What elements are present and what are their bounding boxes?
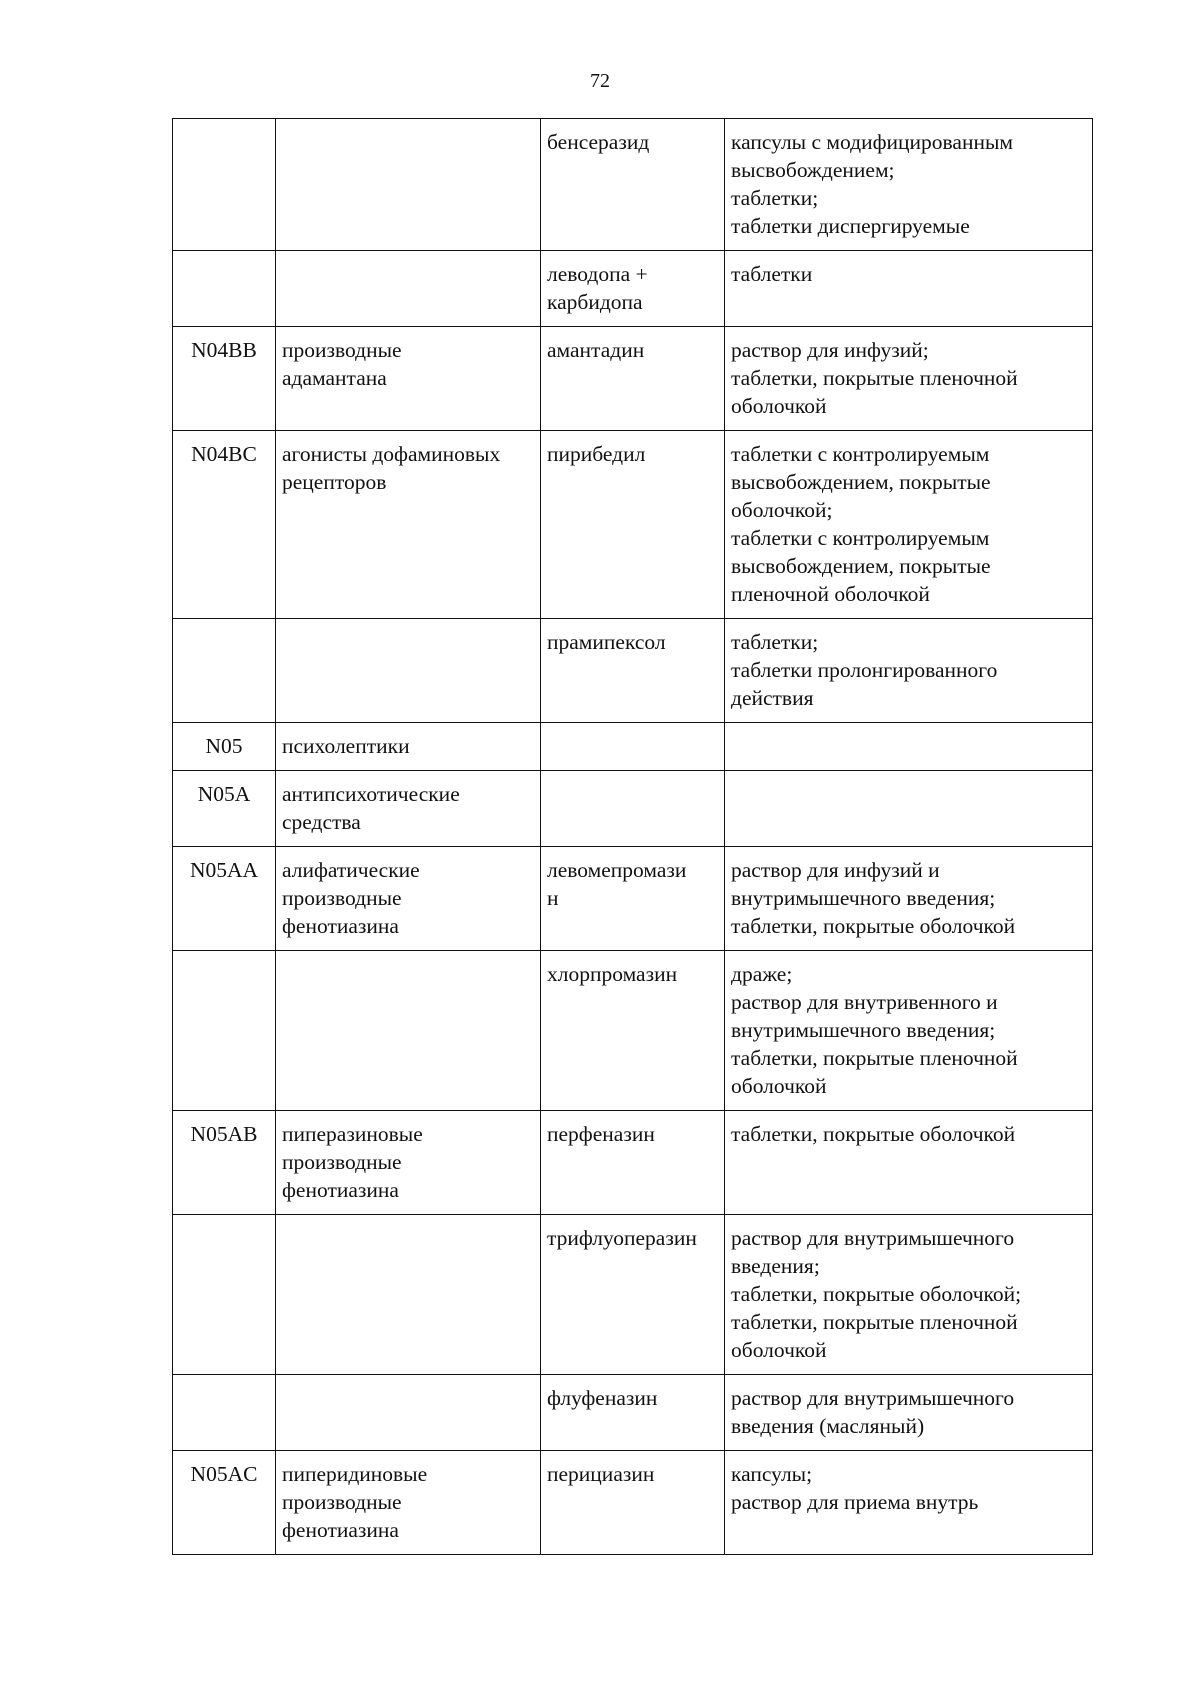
substance-name-cell: трифлуоперазин	[541, 1215, 725, 1375]
substance-name-cell: левомепромази н	[541, 847, 725, 951]
atc-code-cell	[173, 951, 276, 1111]
table-row	[173, 723, 1093, 771]
page-number: 72	[590, 70, 610, 92]
table-row	[173, 619, 1093, 723]
atc-code-cell	[173, 119, 276, 251]
table-row	[173, 1451, 1093, 1555]
table-body	[173, 119, 1093, 1555]
pharmacological-group-cell: психолептики	[276, 723, 541, 771]
pharmacological-group-cell	[276, 119, 541, 251]
dosage-forms-cell: раствор для инфузий и внутримышечного введения; таблетки, покрытые оболочкой	[725, 847, 1093, 951]
table-row	[173, 847, 1093, 951]
pharmacological-group-cell	[276, 251, 541, 327]
dosage-forms-cell: таблетки	[725, 251, 1093, 327]
pharmacological-group-cell: пиперидиновые производные фенотиазина	[276, 1451, 541, 1555]
table-row	[173, 951, 1093, 1111]
atc-code-cell: N05AC	[173, 1451, 276, 1555]
substance-name-cell: перициазин	[541, 1451, 725, 1555]
atc-code-cell: N04BC	[173, 431, 276, 619]
pharmacological-group-cell: производные адамантана	[276, 327, 541, 431]
pharmacological-group-cell: пиперазиновые производные фенотиазина	[276, 1111, 541, 1215]
pharmacological-group-cell	[276, 951, 541, 1111]
substance-name-cell: перфеназин	[541, 1111, 725, 1215]
substance-name-cell: пирибедил	[541, 431, 725, 619]
substance-name-cell: хлорпромазин	[541, 951, 725, 1111]
table-row	[173, 327, 1093, 431]
substance-name-cell: амантадин	[541, 327, 725, 431]
dosage-forms-cell: таблетки; таблетки пролонгированного действия	[725, 619, 1093, 723]
table-row	[173, 431, 1093, 619]
dosage-forms-cell: таблетки, покрытые оболочкой	[725, 1111, 1093, 1215]
dosage-forms-cell	[725, 771, 1093, 847]
pharmacological-group-cell	[276, 1215, 541, 1375]
dosage-forms-cell: таблетки с контролируемым высвобождением, покрытые оболочкой; таблетки с контролируемым высвобождением, покрытые пленочной оболочкой	[725, 431, 1093, 619]
atc-code-cell: N05AA	[173, 847, 276, 951]
table-row	[173, 251, 1093, 327]
atc-code-cell: N05A	[173, 771, 276, 847]
dosage-forms-cell: раствор для внутримышечного введения; таблетки, покрытые оболочкой; таблетки, покрытые пленочной оболочкой	[725, 1215, 1093, 1375]
substance-name-cell	[541, 771, 725, 847]
atc-code-cell	[173, 1375, 276, 1451]
table-row	[173, 1215, 1093, 1375]
dosage-forms-cell: капсулы с модифицированным высвобождением; таблетки; таблетки диспергируемые	[725, 119, 1093, 251]
pharmacological-group-cell	[276, 1375, 541, 1451]
atc-code-cell	[173, 1215, 276, 1375]
pharmacological-group-cell: алифатические производные фенотиазина	[276, 847, 541, 951]
atc-code-cell: N05	[173, 723, 276, 771]
atc-code-cell: N05AB	[173, 1111, 276, 1215]
substance-name-cell: бенсеразид	[541, 119, 725, 251]
substance-name-cell: флуфеназин	[541, 1375, 725, 1451]
dosage-forms-cell: драже; раствор для внутривенного и внутримышечного введения; таблетки, покрытые пленочной оболочкой	[725, 951, 1093, 1111]
dosage-forms-cell: капсулы; раствор для приема внутрь	[725, 1451, 1093, 1555]
substance-name-cell: леводопа + карбидопа	[541, 251, 725, 327]
atc-code-cell	[173, 251, 276, 327]
pharmacological-group-cell	[276, 619, 541, 723]
table-row	[173, 119, 1093, 251]
table-row	[173, 1111, 1093, 1215]
pharmacological-group-cell: антипсихотические средства	[276, 771, 541, 847]
atc-code-cell: N04BB	[173, 327, 276, 431]
dosage-forms-cell: раствор для инфузий; таблетки, покрытые пленочной оболочкой	[725, 327, 1093, 431]
substance-name-cell	[541, 723, 725, 771]
dosage-forms-cell: раствор для внутримышечного введения (масляный)	[725, 1375, 1093, 1451]
table-row	[173, 1375, 1093, 1451]
table-row	[173, 771, 1093, 847]
atc-code-cell	[173, 619, 276, 723]
pharmacological-group-cell: агонисты дофаминовых рецепторов	[276, 431, 541, 619]
drug-table	[172, 118, 1093, 1555]
substance-name-cell: прамипексол	[541, 619, 725, 723]
dosage-forms-cell	[725, 723, 1093, 771]
